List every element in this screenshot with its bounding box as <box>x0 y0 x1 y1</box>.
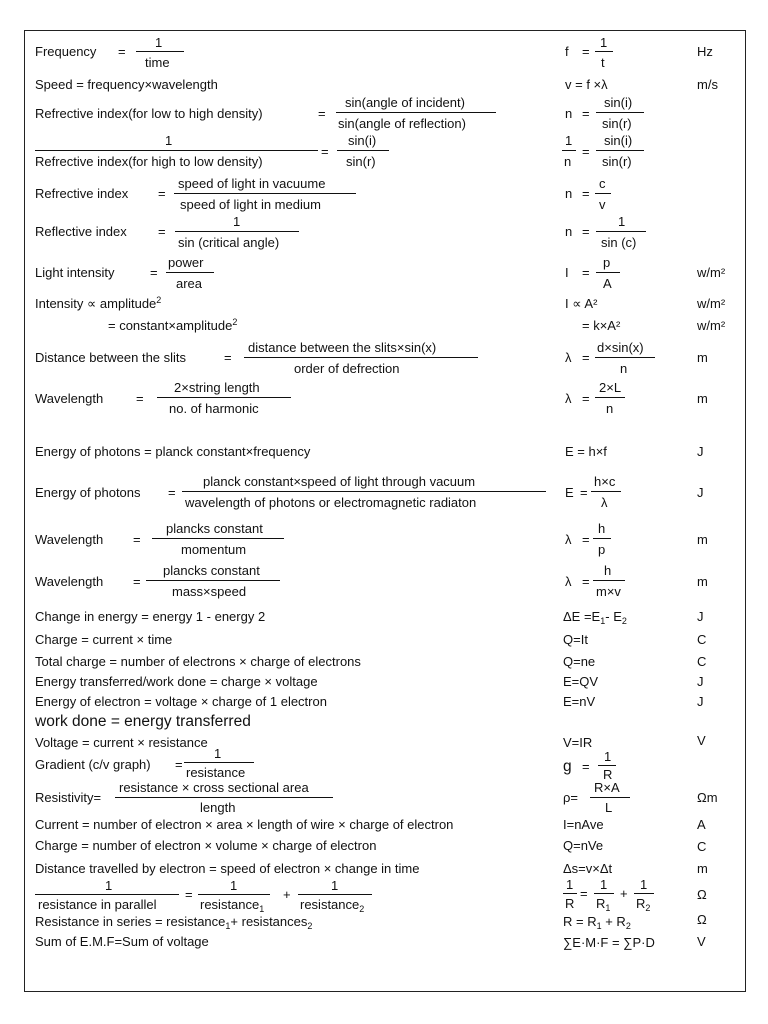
fraction-bar <box>595 51 613 52</box>
symbol: f <box>565 44 569 59</box>
equals-sign: = <box>158 186 166 201</box>
equals-sign: = <box>136 391 144 406</box>
work-done-formula: work done = energy transferred <box>35 713 251 730</box>
unit: C <box>697 654 707 669</box>
symbol-formula: E=QV <box>563 674 599 689</box>
symbol-denominator: L <box>605 800 613 815</box>
unit: J <box>697 609 704 624</box>
fraction-bar <box>593 580 625 581</box>
intensity-proportional <box>35 296 161 311</box>
symbol-denominator: R <box>603 767 613 782</box>
numerator: resistance × cross sectional area <box>119 780 309 795</box>
fraction-bar <box>596 231 646 232</box>
symbol-denominator: sin (c) <box>601 235 637 250</box>
fraction-bar <box>596 150 644 151</box>
charge-formula: Charge = current × time <box>35 632 173 647</box>
symbol-formula: Δs=v×Δt <box>563 861 613 876</box>
subscript: 1 <box>596 921 602 931</box>
resistivity-label: Resistivity= <box>35 790 102 805</box>
subscript: 2 <box>359 904 365 914</box>
symbol-formula: Q=nVe <box>563 838 604 853</box>
symbol-formula: E = h×f <box>565 444 607 459</box>
unit: V <box>697 934 706 949</box>
reflective-index-label: Reflective index <box>35 224 127 239</box>
plus-sign: + <box>283 887 291 902</box>
numerator: planck constant×speed of light through vacuum <box>203 474 476 489</box>
electron-energy-formula: Energy of electron = voltage × charge of 1 electron <box>35 694 327 709</box>
equals-sign: = <box>582 759 590 774</box>
numerator: distance between the slits×sin(x) <box>248 340 437 355</box>
unit: m <box>697 574 708 589</box>
symbol-text: R = R <box>563 914 597 929</box>
symbol-denominator: m×v <box>596 584 621 599</box>
fraction-bar <box>115 797 333 798</box>
equals-sign: = <box>582 391 590 406</box>
unit: Ω <box>697 912 707 927</box>
equals-sign: = <box>224 350 232 365</box>
subscript: 2 <box>307 921 313 931</box>
denominator-text: resistance <box>200 897 260 912</box>
denominator: speed of light in medium <box>180 197 321 212</box>
fraction-bar <box>146 580 280 581</box>
symbol-denominator: A <box>603 276 612 291</box>
denominator: sin (critical angle) <box>178 235 280 250</box>
unit: C <box>697 839 707 854</box>
refractive-index-label: Refrective index <box>35 186 129 201</box>
fraction-bar <box>563 893 577 894</box>
light-intensity-label: Light intensity <box>35 265 115 280</box>
energy-transferred-formula: Energy transferred/work done = charge × voltage <box>35 674 318 689</box>
symbol-numerator: 1 <box>618 214 626 229</box>
equals-sign: = <box>168 485 176 500</box>
numerator: 1 <box>155 35 163 50</box>
series-symbol <box>563 914 631 929</box>
fraction-bar <box>244 357 478 358</box>
refractive-index-label: Refrective index(for low to high density) <box>35 106 263 121</box>
equals-sign: = <box>582 532 590 547</box>
symbol-denominator: sin(r) <box>602 116 632 131</box>
fraction-bar <box>35 150 318 151</box>
subscript: 1 <box>259 904 265 914</box>
symbol: I <box>565 265 569 280</box>
symbol-formula: Q=ne <box>563 654 596 669</box>
plus-sign: + <box>620 886 628 901</box>
voltage-formula: Voltage = current × resistance <box>35 735 208 750</box>
electron-distance-formula: Distance travelled by electron = speed of electron × change in time <box>35 861 420 876</box>
symbol-text: R <box>596 896 606 911</box>
equals-sign: = <box>133 574 141 589</box>
numerator: 1 <box>233 214 241 229</box>
fraction-bar <box>590 797 630 798</box>
symbol-numerator: sin(i) <box>604 133 633 148</box>
energy-change-formula: Change in energy = energy 1 - energy 2 <box>35 609 266 624</box>
exponent: 2 <box>156 295 162 305</box>
formula-text: = constant×amplitude <box>108 318 233 333</box>
speed-formula: Speed = frequency×wavelength <box>35 77 218 92</box>
photon-energy-formula: Energy of photons = planck constant×frequency <box>35 444 311 459</box>
symbol-text: R <box>636 896 646 911</box>
unit: m <box>697 391 708 406</box>
emf-formula: Sum of E.M.F=Sum of voltage <box>35 934 209 949</box>
unit: m/s <box>697 77 718 92</box>
lhs-denominator: resistance in parallel <box>38 897 157 912</box>
equals-sign: = <box>580 886 588 901</box>
numerator: 1 <box>230 878 238 893</box>
subscript: 2 <box>621 616 627 626</box>
symbol-formula: E=nV <box>563 694 596 709</box>
denominator: sin(angle of reflection) <box>338 116 466 131</box>
symbol-denominator: n <box>606 401 614 416</box>
symbol: n <box>565 186 573 201</box>
symbol: λ <box>565 391 572 406</box>
charge-volume-formula: Charge = number of electron × volume × charge of electron <box>35 838 377 853</box>
symbol-denominator <box>596 896 610 911</box>
symbol-denominator <box>636 896 650 911</box>
equals-sign: = <box>582 186 590 201</box>
unit: Ω <box>697 887 707 902</box>
symbol-numerator: h×c <box>594 474 616 489</box>
denominator-text: resistance <box>300 897 360 912</box>
equals-sign: = <box>582 574 590 589</box>
subscript: 2 <box>625 921 631 931</box>
unit: J <box>697 485 704 500</box>
equals-sign: = <box>158 224 166 239</box>
unit: w/m² <box>697 296 726 311</box>
fraction-bar <box>595 357 655 358</box>
symbol-formula: v = f ×λ <box>565 77 608 92</box>
numerator: 1 <box>331 878 339 893</box>
total-charge-formula: Total charge = number of electrons × charge of electrons <box>35 654 361 669</box>
equals-sign: = <box>582 44 590 59</box>
unit: m <box>697 350 708 365</box>
unit: Ωm <box>697 790 718 805</box>
numerator: sin(i) <box>348 133 377 148</box>
fraction-bar <box>591 491 621 492</box>
unit: A <box>697 817 706 832</box>
fraction-bar <box>175 231 299 232</box>
symbol-numerator: sin(i) <box>604 95 633 110</box>
denominator: sin(r) <box>346 154 376 169</box>
equals-sign: = <box>321 144 329 159</box>
symbol-denominator: t <box>601 55 605 70</box>
symbol-formula: Q=It <box>563 632 588 647</box>
denominator <box>300 897 364 912</box>
fraction-bar <box>594 893 614 894</box>
lhs-numerator: 1 <box>105 878 113 893</box>
wavelength-label: Wavelength <box>35 574 104 589</box>
fraction-bar <box>336 112 496 113</box>
denominator: momentum <box>181 542 247 557</box>
symbol-lhs-numerator: 1 <box>565 133 573 148</box>
denominator: mass×speed <box>172 584 247 599</box>
denominator: length <box>200 800 236 815</box>
symbol-formula: V=IR <box>563 735 593 750</box>
equals-sign: = <box>580 485 588 500</box>
symbol-numerator: h <box>598 521 606 536</box>
denominator: wavelength of photons or electromagnetic radiaton <box>185 495 477 510</box>
numerator: 2×string length <box>174 380 260 395</box>
slit-distance-label: Distance between the slits <box>35 350 187 365</box>
symbol-text: + R <box>601 914 626 929</box>
frequency-label: Frequency <box>35 44 97 59</box>
equals-sign: = <box>150 265 158 280</box>
symbol-denominator: n <box>620 361 628 376</box>
subscript: 1 <box>600 616 606 626</box>
unit: J <box>697 694 704 709</box>
equals-sign: = <box>582 144 590 159</box>
fraction-bar <box>166 272 214 273</box>
unit: m <box>697 861 708 876</box>
fraction-bar <box>157 397 291 398</box>
symbol-denominator: λ <box>601 495 608 510</box>
equals-sign: = <box>133 532 141 547</box>
equals-sign: = <box>318 106 326 121</box>
series-formula <box>35 914 312 929</box>
denominator: area <box>176 276 203 291</box>
symbol-lhs-denominator: n <box>564 154 572 169</box>
lhs-numerator: 1 <box>165 133 173 148</box>
denominator <box>200 897 264 912</box>
numerator: power <box>168 255 204 270</box>
symbol: λ <box>565 574 572 589</box>
equals-sign: = <box>185 887 193 902</box>
exponent: 2 <box>232 317 238 327</box>
unit: J <box>697 674 704 689</box>
numerator: plancks constant <box>166 521 263 536</box>
symbol-denominator: p <box>598 542 606 557</box>
equals-sign: = <box>175 757 183 772</box>
fraction-bar <box>593 538 611 539</box>
denominator: order of defrection <box>294 361 400 376</box>
fraction-bar <box>598 765 616 766</box>
symbol-numerator: h <box>604 563 612 578</box>
symbol-formula: I ∝ A² <box>565 296 598 311</box>
symbol-numerator: 2×L <box>599 380 622 395</box>
wavelength-label: Wavelength <box>35 532 104 547</box>
numerator: 1 <box>214 746 222 761</box>
gradient-label: Gradient (c/v graph) <box>35 757 151 772</box>
symbol-numerator: 1 <box>600 35 608 50</box>
formula-text: Resistance in series = resistance <box>35 914 226 929</box>
symbol-formula: I=nAve <box>563 817 604 832</box>
symbol-numerator: d×sin(x) <box>597 340 644 355</box>
symbol-text: ΔE =E <box>563 609 601 624</box>
formula-text: + resistances <box>230 914 308 929</box>
symbol-numerator: 1 <box>600 877 608 892</box>
denominator: time <box>145 55 170 70</box>
fraction-bar <box>198 894 270 895</box>
fraction-bar <box>596 272 620 273</box>
symbol-numerator: 1 <box>604 749 612 764</box>
symbol-formula: ∑E·M·F = ∑P·D <box>563 935 655 950</box>
formula-text: Intensity ∝ amplitude <box>35 296 157 311</box>
symbol: n <box>565 224 573 239</box>
wavelength-label: Wavelength <box>35 391 104 406</box>
denominator: no. of harmonic <box>169 401 259 416</box>
numerator: plancks constant <box>163 563 260 578</box>
subscript: 1 <box>225 921 231 931</box>
symbol-numerator: R×A <box>594 780 620 795</box>
symbol: n <box>565 106 573 121</box>
unit: J <box>697 444 704 459</box>
unit: Hz <box>697 44 713 59</box>
subscript: 2 <box>645 903 651 913</box>
numerator: speed of light in vacuume <box>178 176 326 191</box>
equals-sign: = <box>118 44 126 59</box>
equals-sign: = <box>582 224 590 239</box>
symbol: λ <box>565 350 572 365</box>
equals-sign: = <box>582 350 590 365</box>
fraction-bar <box>562 150 576 151</box>
fraction-bar <box>184 762 254 763</box>
unit: C <box>697 632 707 647</box>
symbol-numerator: p <box>603 255 611 270</box>
symbol-numerator: c <box>599 176 606 191</box>
unit: V <box>697 733 706 748</box>
symbol: λ <box>565 532 572 547</box>
symbol-denominator: v <box>599 197 606 212</box>
fraction-bar <box>182 491 546 492</box>
equals-sign: = <box>582 265 590 280</box>
energy-change-symbol <box>563 609 627 624</box>
symbol-text: - E <box>605 609 622 624</box>
fraction-bar <box>337 150 389 151</box>
unit: m <box>697 532 708 547</box>
symbol: ρ= <box>563 790 578 805</box>
symbol-lhs-numerator: 1 <box>566 877 574 892</box>
symbol-numerator: 1 <box>640 877 648 892</box>
lhs-denominator: Refrective index(for high to low density) <box>35 154 263 169</box>
current-formula: Current = number of electron × area × length of wire × charge of electron <box>35 817 454 832</box>
symbol-lhs-denominator: R <box>565 896 575 911</box>
equals-sign: = <box>582 106 590 121</box>
denominator: resistance <box>186 765 246 780</box>
fraction-bar <box>136 51 184 52</box>
fraction-bar <box>595 193 611 194</box>
symbol-formula: = k×A² <box>582 318 621 333</box>
numerator: sin(angle of incident) <box>345 95 465 110</box>
photon-energy-label: Energy of photons <box>35 485 141 500</box>
fraction-bar <box>596 112 644 113</box>
fraction-bar <box>35 894 179 895</box>
intensity-constant <box>108 318 237 333</box>
fraction-bar <box>152 538 284 539</box>
symbol: g <box>563 758 572 775</box>
symbol-denominator: sin(r) <box>602 154 632 169</box>
fraction-bar <box>298 894 372 895</box>
fraction-bar <box>595 397 625 398</box>
symbol: E <box>565 485 574 500</box>
fraction-bar <box>634 893 654 894</box>
subscript: 1 <box>605 903 611 913</box>
fraction-bar <box>174 193 356 194</box>
unit: w/m² <box>697 318 726 333</box>
unit: w/m² <box>697 265 726 280</box>
